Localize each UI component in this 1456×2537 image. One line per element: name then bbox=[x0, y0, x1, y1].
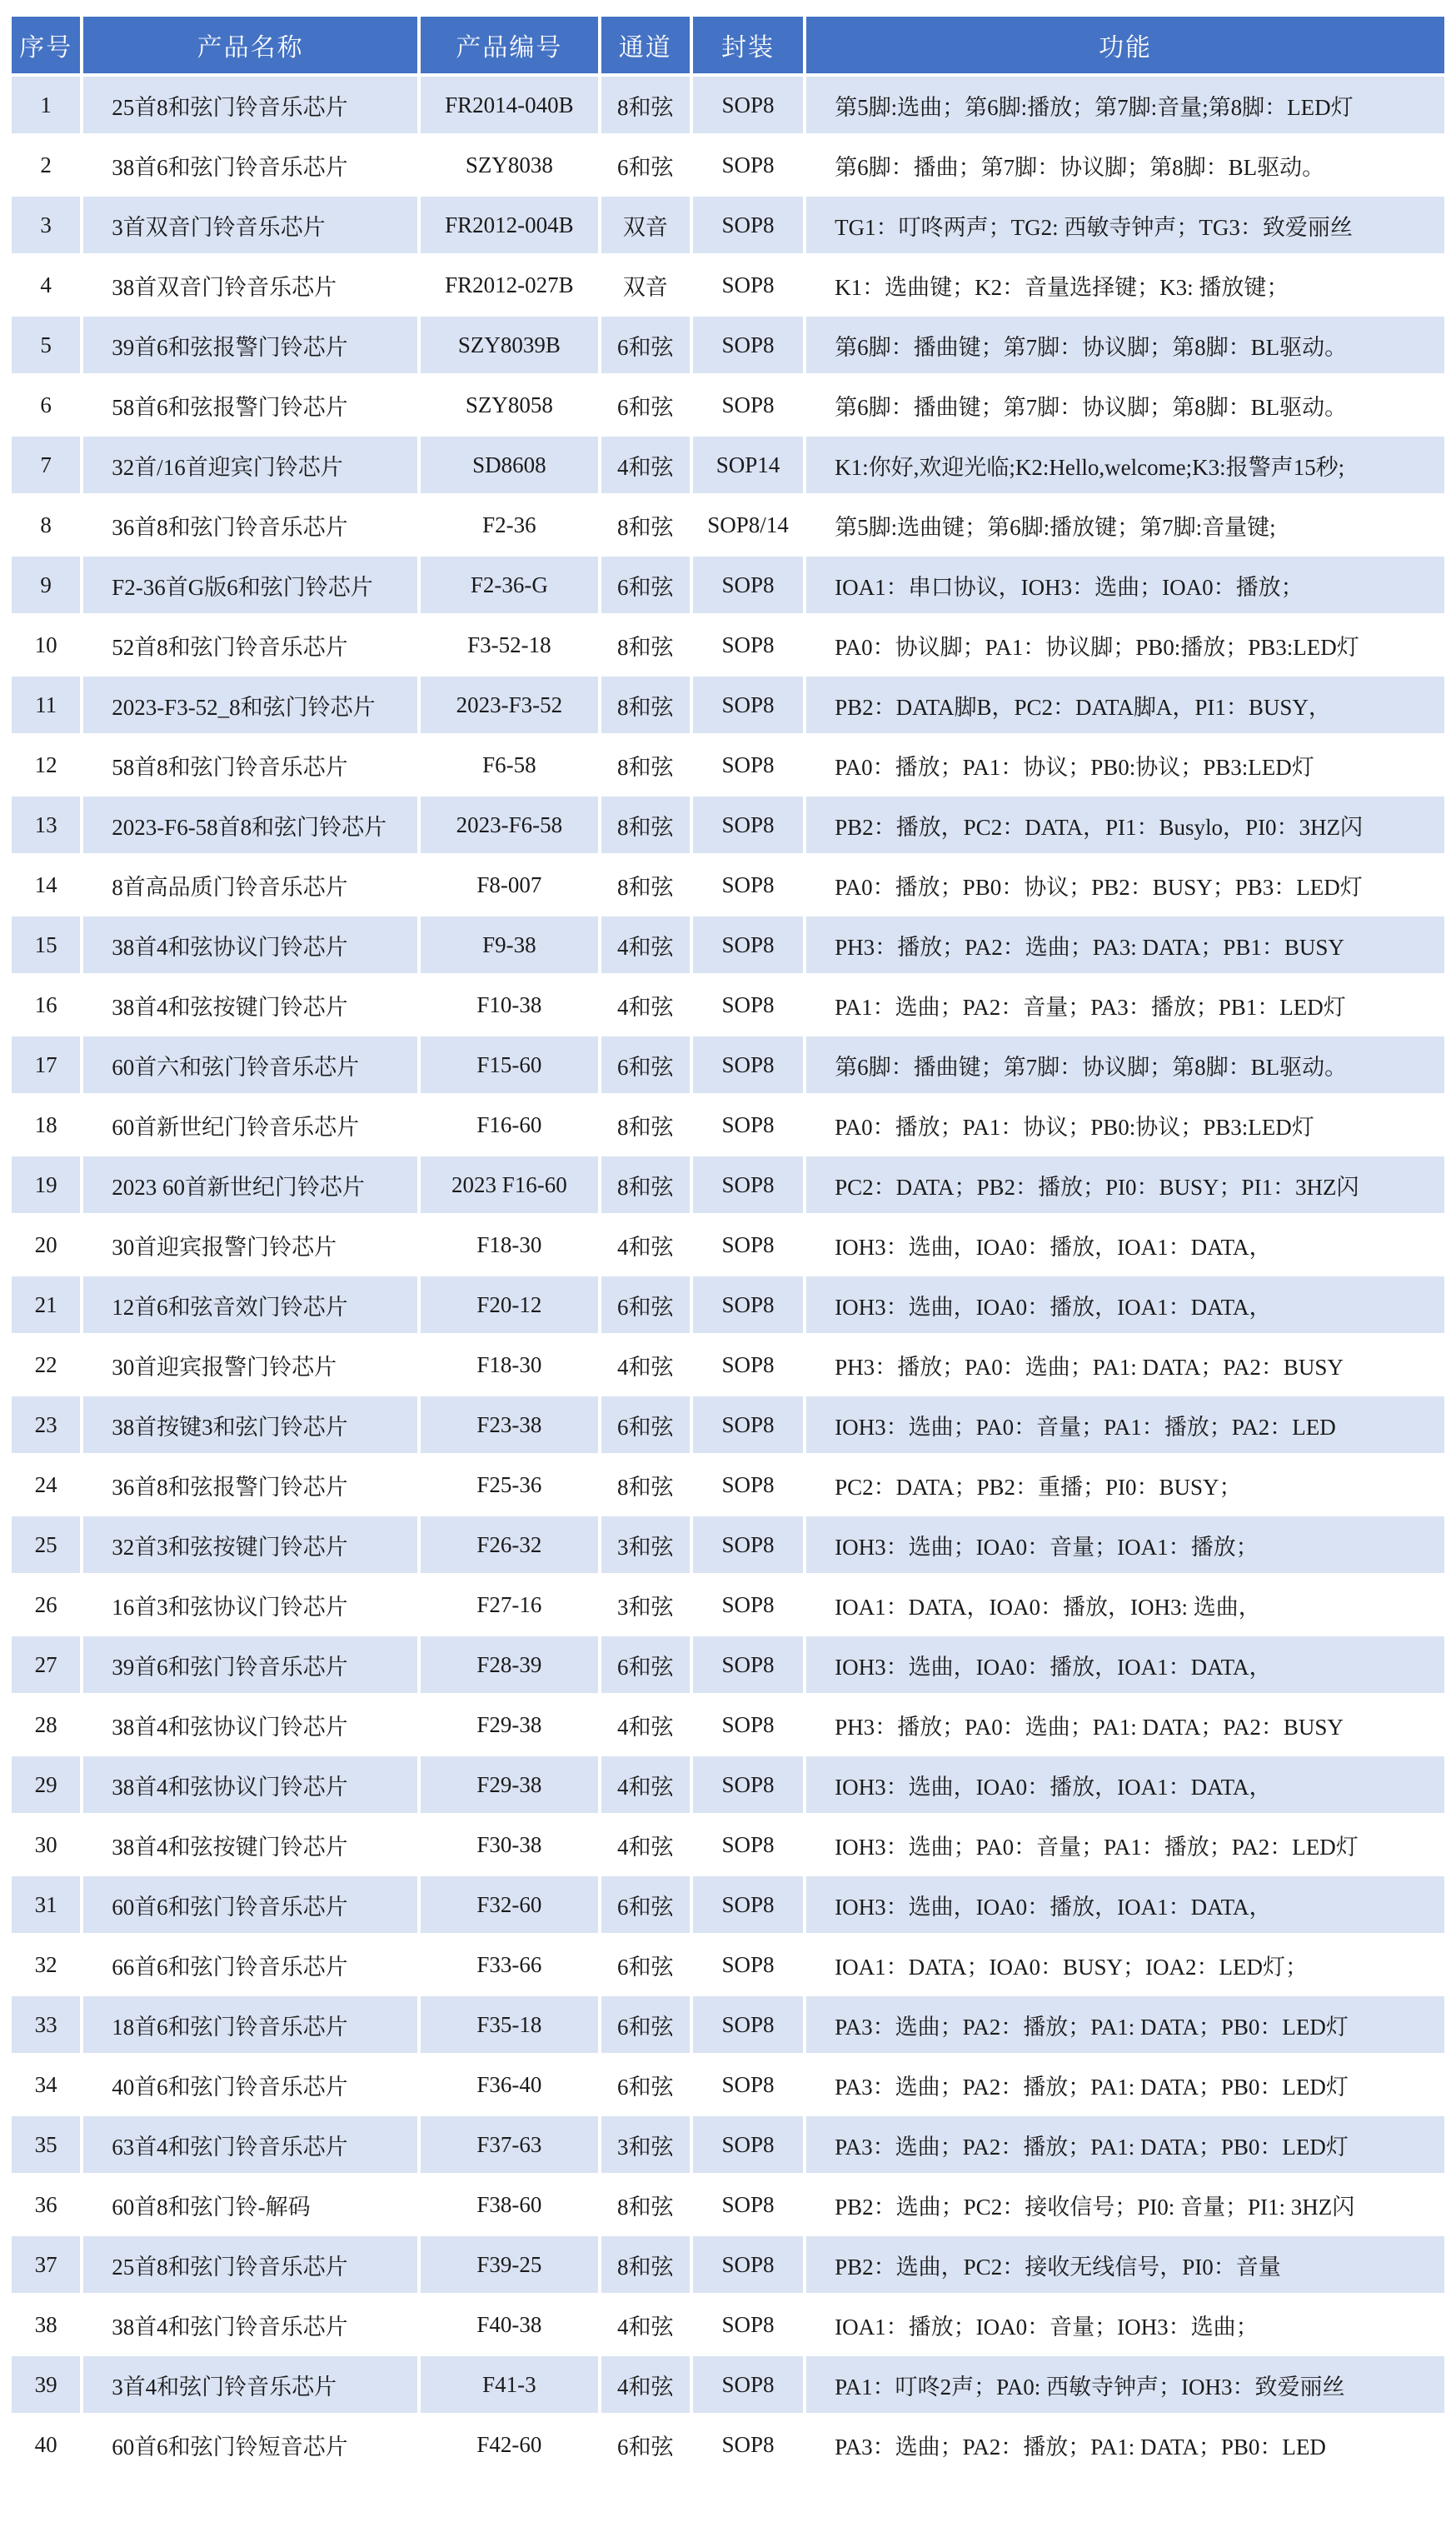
cell-function: PH3：播放；PA0：选曲；PA1: DATA；PA2：BUSY bbox=[806, 1696, 1444, 1753]
cell-function: PB2：播放，PC2：DATA，PI1：Busylo，PI0：3HZ闪 bbox=[806, 797, 1444, 853]
cell-function: PH3：播放；PA2：选曲；PA3: DATA；PB1：BUSY bbox=[806, 916, 1444, 973]
cell-index: 6 bbox=[12, 377, 80, 433]
cell-package: SOP8 bbox=[693, 197, 803, 253]
cell-package: SOP8 bbox=[693, 617, 803, 673]
cell-index: 31 bbox=[12, 1876, 80, 1933]
table-row bbox=[12, 1816, 1444, 1873]
table-row bbox=[12, 497, 1444, 553]
cell-product-name: 3首4和弦门铃音乐芯片 bbox=[83, 2356, 417, 2413]
cell-product-name: 60首六和弦门铃音乐芯片 bbox=[83, 1036, 417, 1093]
cell-index: 19 bbox=[12, 1156, 80, 1213]
cell-index: 29 bbox=[12, 1756, 80, 1813]
cell-product-code: F33-66 bbox=[421, 1936, 597, 1993]
cell-product-name: 38首按键3和弦门铃芯片 bbox=[83, 1396, 417, 1453]
table-row bbox=[12, 1636, 1444, 1693]
cell-channel: 6和弦 bbox=[601, 1276, 690, 1333]
cell-function: PC2：DATA；PB2：播放；PI0：BUSY；PI1：3HZ闪 bbox=[806, 1156, 1444, 1213]
table-row bbox=[12, 2296, 1444, 2353]
cell-product-name: 18首6和弦门铃音乐芯片 bbox=[83, 1996, 417, 2053]
cell-product-name: 38首4和弦协议门铃芯片 bbox=[83, 1756, 417, 1813]
cell-function: PB2：DATA脚B，PC2：DATA脚A，PI1：BUSY， bbox=[806, 677, 1444, 733]
table-row bbox=[12, 317, 1444, 373]
cell-channel: 8和弦 bbox=[601, 797, 690, 853]
cell-index: 1 bbox=[12, 77, 80, 133]
cell-package: SOP8 bbox=[693, 2176, 803, 2233]
cell-function: PA0：协议脚；PA1：协议脚；PB0:播放；PB3:LED灯 bbox=[806, 617, 1444, 673]
cell-function: IOH3：选曲；PA0：音量；PA1：播放；PA2：LED灯 bbox=[806, 1816, 1444, 1873]
cell-product-name: 63首4和弦门铃音乐芯片 bbox=[83, 2116, 417, 2173]
cell-product-code: SZY8058 bbox=[421, 377, 597, 433]
table-row bbox=[12, 1756, 1444, 1813]
header-package: 封装 bbox=[693, 17, 803, 73]
cell-index: 38 bbox=[12, 2296, 80, 2353]
cell-product-name: 36首8和弦门铃音乐芯片 bbox=[83, 497, 417, 553]
cell-product-name: 39首6和弦门铃音乐芯片 bbox=[83, 1636, 417, 1693]
cell-package: SOP8 bbox=[693, 677, 803, 733]
cell-product-code: F35-18 bbox=[421, 1996, 597, 2053]
cell-product-code: F29-38 bbox=[421, 1756, 597, 1813]
cell-product-name: 16首3和弦协议门铃芯片 bbox=[83, 1576, 417, 1633]
cell-product-name: 12首6和弦音效门铃芯片 bbox=[83, 1276, 417, 1333]
cell-function: IOH3：选曲，IOA0：播放，IOA1：DATA， bbox=[806, 1876, 1444, 1933]
cell-package: SOP8 bbox=[693, 1996, 803, 2053]
cell-package: SOP8 bbox=[693, 856, 803, 913]
cell-channel: 6和弦 bbox=[601, 557, 690, 613]
cell-product-name: 38首4和弦门铃音乐芯片 bbox=[83, 2296, 417, 2353]
cell-function: PA3：选曲；PA2：播放；PA1: DATA；PB0：LED灯 bbox=[806, 2056, 1444, 2113]
cell-channel: 6和弦 bbox=[601, 1936, 690, 1993]
cell-channel: 4和弦 bbox=[601, 1816, 690, 1873]
cell-package: SOP8 bbox=[693, 2296, 803, 2353]
cell-package: SOP8 bbox=[693, 1336, 803, 1393]
table-body bbox=[12, 77, 1444, 2473]
cell-function: PA3：选曲；PA2：播放；PA1: DATA；PB0：LED灯 bbox=[806, 1996, 1444, 2053]
cell-product-code: F15-60 bbox=[421, 1036, 597, 1093]
cell-function: IOH3：选曲，IOA0：播放，IOA1：DATA， bbox=[806, 1276, 1444, 1333]
cell-function: PA0：播放；PA1：协议；PB0:协议；PB3:LED灯 bbox=[806, 737, 1444, 793]
cell-package: SOP8 bbox=[693, 1096, 803, 1153]
cell-package: SOP8 bbox=[693, 2236, 803, 2293]
cell-function: 第6脚：播曲；第7脚：协议脚；第8脚：BL驱动。 bbox=[806, 137, 1444, 193]
cell-product-name: 38首4和弦协议门铃芯片 bbox=[83, 916, 417, 973]
cell-package: SOP8 bbox=[693, 916, 803, 973]
table-row bbox=[12, 1216, 1444, 1273]
table-row bbox=[12, 437, 1444, 493]
cell-product-code: FR2012-004B bbox=[421, 197, 597, 253]
cell-function: PA1：叮咚2声；PA0: 西敏寺钟声；IOH3：致爱丽丝 bbox=[806, 2356, 1444, 2413]
cell-product-name: 25首8和弦门铃音乐芯片 bbox=[83, 2236, 417, 2293]
cell-product-code: F8-007 bbox=[421, 856, 597, 913]
cell-function: PH3：播放；PA0：选曲；PA1: DATA；PA2：BUSY bbox=[806, 1336, 1444, 1393]
cell-channel: 4和弦 bbox=[601, 976, 690, 1033]
cell-product-code: F26-32 bbox=[421, 1516, 597, 1573]
cell-product-code: F37-63 bbox=[421, 2116, 597, 2173]
cell-channel: 4和弦 bbox=[601, 2356, 690, 2413]
cell-product-name: 30首迎宾报警门铃芯片 bbox=[83, 1336, 417, 1393]
cell-product-code: F2-36-G bbox=[421, 557, 597, 613]
table-row bbox=[12, 1576, 1444, 1633]
cell-package: SOP8 bbox=[693, 976, 803, 1033]
cell-package: SOP8 bbox=[693, 137, 803, 193]
cell-product-name: 36首8和弦报警门铃芯片 bbox=[83, 1456, 417, 1513]
table-row bbox=[12, 2356, 1444, 2413]
cell-product-name: 40首6和弦门铃音乐芯片 bbox=[83, 2056, 417, 2113]
cell-product-name: 3首双音门铃音乐芯片 bbox=[83, 197, 417, 253]
table-row bbox=[12, 1936, 1444, 1993]
cell-channel: 4和弦 bbox=[601, 1696, 690, 1753]
cell-package: SOP8 bbox=[693, 1696, 803, 1753]
table-row bbox=[12, 1516, 1444, 1573]
cell-index: 4 bbox=[12, 257, 80, 313]
cell-index: 22 bbox=[12, 1336, 80, 1393]
cell-function: PB2：选曲；PC2：接收信号；PI0: 音量；PI1: 3HZ闪 bbox=[806, 2176, 1444, 2233]
header-channel: 通道 bbox=[601, 17, 690, 73]
cell-product-code: SZY8038 bbox=[421, 137, 597, 193]
cell-channel: 8和弦 bbox=[601, 737, 690, 793]
cell-package: SOP8 bbox=[693, 1456, 803, 1513]
table-row bbox=[12, 856, 1444, 913]
table-row bbox=[12, 2176, 1444, 2233]
table-row bbox=[12, 1456, 1444, 1513]
cell-product-name: 38首双音门铃音乐芯片 bbox=[83, 257, 417, 313]
cell-package: SOP8 bbox=[693, 317, 803, 373]
cell-function: IOH3：选曲；IOA0：音量；IOA1：播放； bbox=[806, 1516, 1444, 1573]
cell-product-code: FR2012-027B bbox=[421, 257, 597, 313]
cell-function: 第6脚：播曲键；第7脚：协议脚；第8脚：BL驱动。 bbox=[806, 317, 1444, 373]
cell-channel: 6和弦 bbox=[601, 2056, 690, 2113]
table-row bbox=[12, 1036, 1444, 1093]
cell-index: 17 bbox=[12, 1036, 80, 1093]
cell-channel: 8和弦 bbox=[601, 617, 690, 673]
table-row bbox=[12, 557, 1444, 613]
cell-product-code: F3-52-18 bbox=[421, 617, 597, 673]
cell-index: 39 bbox=[12, 2356, 80, 2413]
cell-product-name: 58首6和弦报警门铃芯片 bbox=[83, 377, 417, 433]
cell-channel: 4和弦 bbox=[601, 916, 690, 973]
cell-package: SOP8 bbox=[693, 797, 803, 853]
cell-index: 40 bbox=[12, 2416, 80, 2473]
cell-product-code: F41-3 bbox=[421, 2356, 597, 2413]
cell-product-code: F27-16 bbox=[421, 1576, 597, 1633]
cell-product-code: 2023-F6-58 bbox=[421, 797, 597, 853]
cell-product-name: 2023-F3-52_8和弦门铃芯片 bbox=[83, 677, 417, 733]
cell-channel: 4和弦 bbox=[601, 1336, 690, 1393]
cell-product-name: 60首8和弦门铃-解码 bbox=[83, 2176, 417, 2233]
cell-package: SOP8 bbox=[693, 2116, 803, 2173]
table-row bbox=[12, 677, 1444, 733]
cell-index: 18 bbox=[12, 1096, 80, 1153]
cell-channel: 6和弦 bbox=[601, 377, 690, 433]
cell-product-name: 38首4和弦按键门铃芯片 bbox=[83, 1816, 417, 1873]
cell-product-name: 32首3和弦按键门铃芯片 bbox=[83, 1516, 417, 1573]
cell-product-code: F32-60 bbox=[421, 1876, 597, 1933]
cell-index: 23 bbox=[12, 1396, 80, 1453]
cell-function: PA3：选曲；PA2：播放；PA1: DATA；PB0：LED bbox=[806, 2416, 1444, 2473]
cell-index: 36 bbox=[12, 2176, 80, 2233]
header-product-name: 产品名称 bbox=[83, 17, 417, 73]
cell-package: SOP8 bbox=[693, 1516, 803, 1573]
cell-channel: 6和弦 bbox=[601, 1636, 690, 1693]
cell-channel: 4和弦 bbox=[601, 1216, 690, 1273]
cell-package: SOP8 bbox=[693, 1156, 803, 1213]
cell-product-code: F18-30 bbox=[421, 1216, 597, 1273]
cell-product-name: 60首新世纪门铃音乐芯片 bbox=[83, 1096, 417, 1153]
cell-package: SOP8 bbox=[693, 1636, 803, 1693]
cell-product-code: F38-60 bbox=[421, 2176, 597, 2233]
cell-index: 16 bbox=[12, 976, 80, 1033]
cell-package: SOP8 bbox=[693, 257, 803, 313]
cell-product-code: F29-38 bbox=[421, 1696, 597, 1753]
cell-product-code: F28-39 bbox=[421, 1636, 597, 1693]
cell-index: 28 bbox=[12, 1696, 80, 1753]
cell-product-code: F2-36 bbox=[421, 497, 597, 553]
cell-index: 35 bbox=[12, 2116, 80, 2173]
cell-package: SOP8 bbox=[693, 2056, 803, 2113]
table-row bbox=[12, 77, 1444, 133]
cell-index: 26 bbox=[12, 1576, 80, 1633]
cell-index: 3 bbox=[12, 197, 80, 253]
cell-function: K1：选曲键；K2：音量选择键；K3: 播放键； bbox=[806, 257, 1444, 313]
cell-package: SOP8 bbox=[693, 77, 803, 133]
table-row bbox=[12, 797, 1444, 853]
cell-package: SOP8 bbox=[693, 557, 803, 613]
cell-package: SOP8 bbox=[693, 737, 803, 793]
cell-package: SOP8 bbox=[693, 2416, 803, 2473]
cell-function: IOH3：选曲，IOA0：播放，IOA1：DATA， bbox=[806, 1636, 1444, 1693]
cell-channel: 6和弦 bbox=[601, 1036, 690, 1093]
table-header-row bbox=[12, 17, 1444, 73]
cell-index: 9 bbox=[12, 557, 80, 613]
table-row bbox=[12, 377, 1444, 433]
header-product-code: 产品编号 bbox=[421, 17, 597, 73]
cell-channel: 6和弦 bbox=[601, 2416, 690, 2473]
cell-channel: 双音 bbox=[601, 197, 690, 253]
cell-function: K1:你好,欢迎光临;K2:Hello,welcome;K3:报警声15秒; bbox=[806, 437, 1444, 493]
cell-package: SOP8 bbox=[693, 1816, 803, 1873]
cell-product-code: F6-58 bbox=[421, 737, 597, 793]
cell-index: 30 bbox=[12, 1816, 80, 1873]
cell-product-code: FR2014-040B bbox=[421, 77, 597, 133]
cell-channel: 3和弦 bbox=[601, 1516, 690, 1573]
cell-function: 第6脚：播曲键；第7脚：协议脚；第8脚：BL驱动。 bbox=[806, 377, 1444, 433]
cell-product-code: F18-30 bbox=[421, 1336, 597, 1393]
cell-index: 14 bbox=[12, 856, 80, 913]
cell-product-name: 30首迎宾报警门铃芯片 bbox=[83, 1216, 417, 1273]
table-row bbox=[12, 257, 1444, 313]
cell-index: 37 bbox=[12, 2236, 80, 2293]
header-function: 功能 bbox=[806, 17, 1444, 73]
cell-package: SOP8 bbox=[693, 1876, 803, 1933]
cell-product-code: F16-60 bbox=[421, 1096, 597, 1153]
cell-product-code: F9-38 bbox=[421, 916, 597, 973]
cell-package: SOP8 bbox=[693, 2356, 803, 2413]
cell-function: IOA1：DATA；IOA0：BUSY；IOA2：LED灯； bbox=[806, 1936, 1444, 1993]
cell-index: 7 bbox=[12, 437, 80, 493]
cell-index: 8 bbox=[12, 497, 80, 553]
cell-index: 32 bbox=[12, 1936, 80, 1993]
table-row bbox=[12, 1096, 1444, 1153]
cell-product-code: 2023-F3-52 bbox=[421, 677, 597, 733]
cell-product-name: 60首6和弦门铃音乐芯片 bbox=[83, 1876, 417, 1933]
cell-index: 11 bbox=[12, 677, 80, 733]
cell-function: 第5脚:选曲键；第6脚:播放键；第7脚:音量键; bbox=[806, 497, 1444, 553]
cell-function: IOH3：选曲，IOA0：播放，IOA1：DATA， bbox=[806, 1756, 1444, 1813]
cell-product-code: SZY8039B bbox=[421, 317, 597, 373]
table-row bbox=[12, 1156, 1444, 1213]
cell-product-name: 58首8和弦门铃音乐芯片 bbox=[83, 737, 417, 793]
cell-function: IOH3：选曲；PA0：音量；PA1：播放；PA2：LED bbox=[806, 1396, 1444, 1453]
cell-product-code: F25-36 bbox=[421, 1456, 597, 1513]
cell-package: SOP8 bbox=[693, 1396, 803, 1453]
header-index: 序号 bbox=[12, 17, 80, 73]
cell-function: TG1：叮咚两声；TG2: 西敏寺钟声；TG3：致爱丽丝 bbox=[806, 197, 1444, 253]
cell-product-name: 66首6和弦门铃音乐芯片 bbox=[83, 1936, 417, 1993]
cell-channel: 8和弦 bbox=[601, 856, 690, 913]
cell-product-name: 32首/16首迎宾门铃芯片 bbox=[83, 437, 417, 493]
cell-function: PB2：选曲，PC2：接收无线信号，PI0：音量 bbox=[806, 2236, 1444, 2293]
cell-function: PA3：选曲；PA2：播放；PA1: DATA；PB0：LED灯 bbox=[806, 2116, 1444, 2173]
table-row bbox=[12, 2416, 1444, 2473]
cell-product-code: F10-38 bbox=[421, 976, 597, 1033]
cell-product-code: F42-60 bbox=[421, 2416, 597, 2473]
cell-product-name: 38首6和弦门铃音乐芯片 bbox=[83, 137, 417, 193]
cell-product-name: 39首6和弦报警门铃芯片 bbox=[83, 317, 417, 373]
table-row bbox=[12, 2056, 1444, 2113]
cell-package: SOP8 bbox=[693, 1036, 803, 1093]
cell-package: SOP8 bbox=[693, 1756, 803, 1813]
table-row bbox=[12, 2236, 1444, 2293]
product-table bbox=[8, 13, 1448, 2476]
cell-function: PA1：选曲；PA2：音量；PA3：播放；PB1：LED灯 bbox=[806, 976, 1444, 1033]
cell-channel: 8和弦 bbox=[601, 1456, 690, 1513]
cell-package: SOP8 bbox=[693, 377, 803, 433]
cell-channel: 4和弦 bbox=[601, 2296, 690, 2353]
cell-index: 27 bbox=[12, 1636, 80, 1693]
cell-index: 25 bbox=[12, 1516, 80, 1573]
cell-channel: 8和弦 bbox=[601, 2236, 690, 2293]
cell-product-name: 38首4和弦按键门铃芯片 bbox=[83, 976, 417, 1033]
cell-channel: 6和弦 bbox=[601, 1996, 690, 2053]
cell-channel: 8和弦 bbox=[601, 1156, 690, 1213]
cell-index: 12 bbox=[12, 737, 80, 793]
cell-index: 15 bbox=[12, 916, 80, 973]
table-row bbox=[12, 1996, 1444, 2053]
table-row bbox=[12, 617, 1444, 673]
table-row bbox=[12, 1276, 1444, 1333]
table-row bbox=[12, 916, 1444, 973]
cell-function: 第5脚:选曲；第6脚:播放；第7脚:音量;第8脚：LED灯 bbox=[806, 77, 1444, 133]
cell-function: IOA1：串口协议，IOH3：选曲；IOA0：播放； bbox=[806, 557, 1444, 613]
cell-function: PA0：播放；PA1：协议；PB0:协议；PB3:LED灯 bbox=[806, 1096, 1444, 1153]
cell-package: SOP8/14 bbox=[693, 497, 803, 553]
table-row bbox=[12, 2116, 1444, 2173]
cell-index: 34 bbox=[12, 2056, 80, 2113]
cell-function: 第6脚：播曲键；第7脚：协议脚；第8脚：BL驱动。 bbox=[806, 1036, 1444, 1093]
cell-channel: 8和弦 bbox=[601, 497, 690, 553]
cell-product-code: F39-25 bbox=[421, 2236, 597, 2293]
cell-function: IOA1：播放；IOA0：音量；IOH3：选曲； bbox=[806, 2296, 1444, 2353]
table-row bbox=[12, 197, 1444, 253]
cell-product-code: F23-38 bbox=[421, 1396, 597, 1453]
cell-product-name: 52首8和弦门铃音乐芯片 bbox=[83, 617, 417, 673]
cell-product-name: 2023 60首新世纪门铃芯片 bbox=[83, 1156, 417, 1213]
cell-channel: 8和弦 bbox=[601, 77, 690, 133]
table-row bbox=[12, 1696, 1444, 1753]
cell-product-name: F2-36首G版6和弦门铃芯片 bbox=[83, 557, 417, 613]
table-row bbox=[12, 1396, 1444, 1453]
cell-package: SOP8 bbox=[693, 1576, 803, 1633]
cell-channel: 3和弦 bbox=[601, 1576, 690, 1633]
table-row bbox=[12, 1336, 1444, 1393]
cell-index: 5 bbox=[12, 317, 80, 373]
cell-function: IOH3：选曲，IOA0：播放，IOA1：DATA， bbox=[806, 1216, 1444, 1273]
cell-product-code: F30-38 bbox=[421, 1816, 597, 1873]
cell-index: 13 bbox=[12, 797, 80, 853]
cell-product-code: F36-40 bbox=[421, 2056, 597, 2113]
cell-function: PC2：DATA；PB2：重播；PI0：BUSY； bbox=[806, 1456, 1444, 1513]
cell-index: 10 bbox=[12, 617, 80, 673]
table-row bbox=[12, 1876, 1444, 1933]
cell-product-code: SD8608 bbox=[421, 437, 597, 493]
cell-product-code: F20-12 bbox=[421, 1276, 597, 1333]
cell-channel: 4和弦 bbox=[601, 437, 690, 493]
cell-product-name: 38首4和弦协议门铃芯片 bbox=[83, 1696, 417, 1753]
cell-product-code: F40-38 bbox=[421, 2296, 597, 2353]
cell-product-name: 2023-F6-58首8和弦门铃芯片 bbox=[83, 797, 417, 853]
cell-channel: 8和弦 bbox=[601, 677, 690, 733]
cell-product-name: 8首高品质门铃音乐芯片 bbox=[83, 856, 417, 913]
cell-product-name: 25首8和弦门铃音乐芯片 bbox=[83, 77, 417, 133]
cell-index: 21 bbox=[12, 1276, 80, 1333]
cell-index: 20 bbox=[12, 1216, 80, 1273]
cell-channel: 6和弦 bbox=[601, 137, 690, 193]
cell-channel: 6和弦 bbox=[601, 1876, 690, 1933]
cell-index: 24 bbox=[12, 1456, 80, 1513]
cell-package: SOP8 bbox=[693, 1936, 803, 1993]
cell-package: SOP8 bbox=[693, 1216, 803, 1273]
cell-channel: 6和弦 bbox=[601, 1396, 690, 1453]
table-row bbox=[12, 976, 1444, 1033]
cell-index: 33 bbox=[12, 1996, 80, 2053]
cell-function: PA0：播放；PB0：协议；PB2：BUSY；PB3：LED灯 bbox=[806, 856, 1444, 913]
cell-channel: 8和弦 bbox=[601, 2176, 690, 2233]
cell-index: 2 bbox=[12, 137, 80, 193]
table-row bbox=[12, 137, 1444, 193]
cell-package: SOP8 bbox=[693, 1276, 803, 1333]
cell-package: SOP14 bbox=[693, 437, 803, 493]
cell-channel: 4和弦 bbox=[601, 1756, 690, 1813]
cell-channel: 3和弦 bbox=[601, 2116, 690, 2173]
table-row bbox=[12, 737, 1444, 793]
cell-channel: 8和弦 bbox=[601, 1096, 690, 1153]
cell-channel: 双音 bbox=[601, 257, 690, 313]
cell-product-code: 2023 F16-60 bbox=[421, 1156, 597, 1213]
cell-channel: 6和弦 bbox=[601, 317, 690, 373]
cell-product-name: 60首6和弦门铃短音芯片 bbox=[83, 2416, 417, 2473]
cell-function: IOA1：DATA，IOA0：播放，IOH3: 选曲， bbox=[806, 1576, 1444, 1633]
